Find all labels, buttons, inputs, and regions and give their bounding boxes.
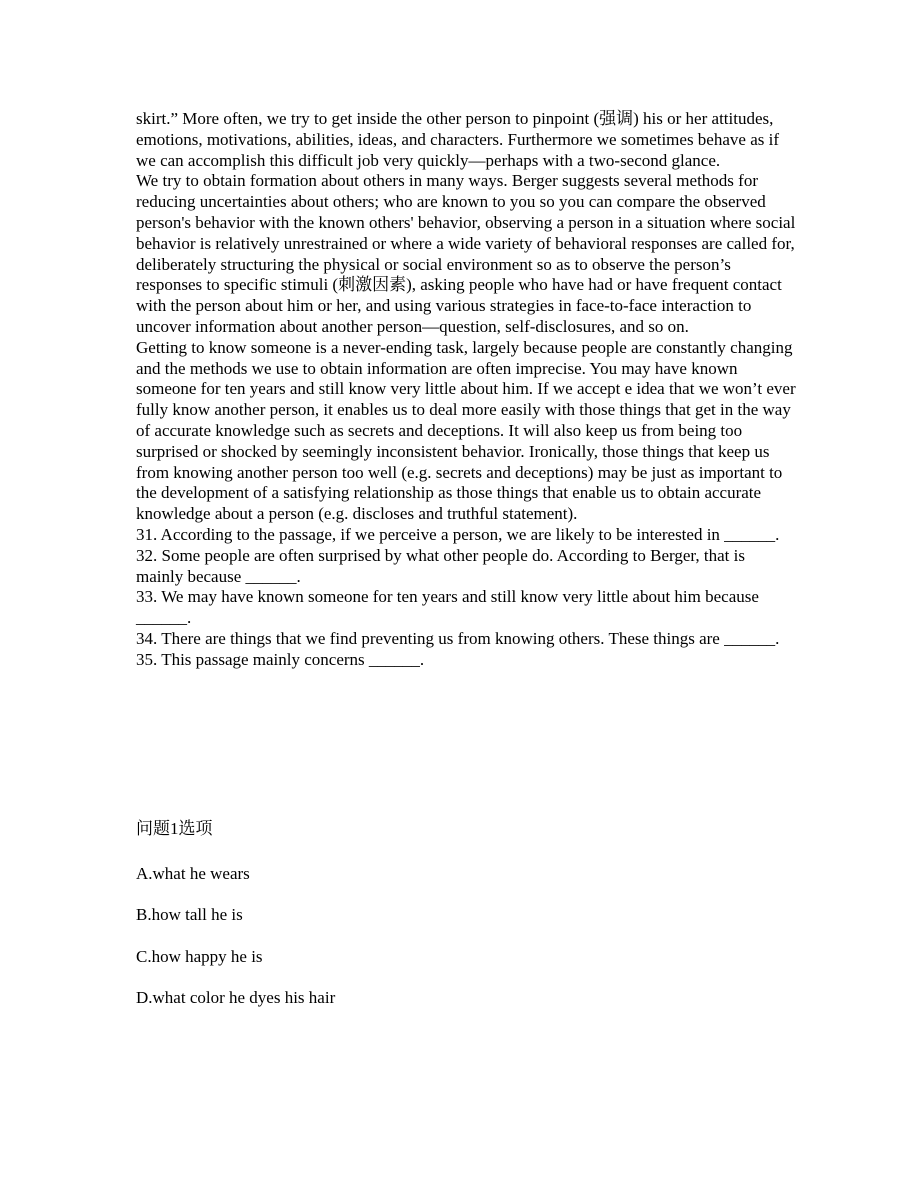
option-d: D.what color he dyes his hair	[136, 988, 336, 1007]
reading-passage	[136, 109, 796, 671]
option-a: A.what he wears	[136, 864, 250, 883]
options-section-title: 问题1选项	[136, 819, 213, 838]
question-34: 34. There are things that we find preventing us from knowing others. These things are ______.	[136, 628, 780, 648]
question-33: 33. We may have known someone for ten years and still know very little about him because ______.	[136, 587, 759, 628]
passage-paragraph-2: We try to obtain formation about others in many ways. Berger suggests several methods for reducing uncertainties about others; who are known to you so you can compare the observed person's behavior with the known others' behavior, observing a person in a situation where social behavior is relatively unrestrained or where a wide variety of behavioral responses are called for, deliberately structuring the physical or social environment so as to observe the person’s responses to specific stimuli (刺激因素), asking people who have had or have frequent contact with the person about him or her, and using various strategies in face-to-face interaction to uncover information about another person—question, self-disclosures, and so on.	[136, 171, 796, 336]
passage-paragraph-1: skirt.” More often, we try to get inside the other person to pinpoint (强调) his or her attitudes, emotions, motivations, abilities, ideas, and characters. Furthermore we sometimes behave as if we can accomplish this difficult job very quickly—perhaps with a two-second glance.	[136, 109, 779, 170]
question-31: 31. According to the passage, if we perceive a person, we are likely to be interested in ______.	[136, 524, 780, 544]
passage-paragraph-3: Getting to know someone is a never-ending task, largely because people are constantly changing and the methods we use to obtain information are often imprecise. You may have known someone for ten years and still know very little about him. If we accept e idea that we won’t ever fully know another person, it enables us to deal more easily with those things that get in the way of accurate knowledge such as secrets and deceptions. It will also keep us from being too surprised or shocked by seemingly inconsistent behavior. Ironically, those things that keep us from knowing another person too well (e.g. secrets and deceptions) may be just as important to the development of a satisfying relationship as those things that enable us to obtain accurate knowledge about a person (e.g. discloses and truthful statement).	[136, 337, 796, 524]
question-35: 35. This passage mainly concerns ______.	[136, 649, 425, 669]
document-page	[136, 109, 796, 671]
question-32: 32. Some people are often surprised by what other people do. According to Berger, that is mainly because ______.	[136, 545, 745, 586]
option-b: B.how tall he is	[136, 905, 243, 924]
option-c: C.how happy he is	[136, 947, 263, 966]
